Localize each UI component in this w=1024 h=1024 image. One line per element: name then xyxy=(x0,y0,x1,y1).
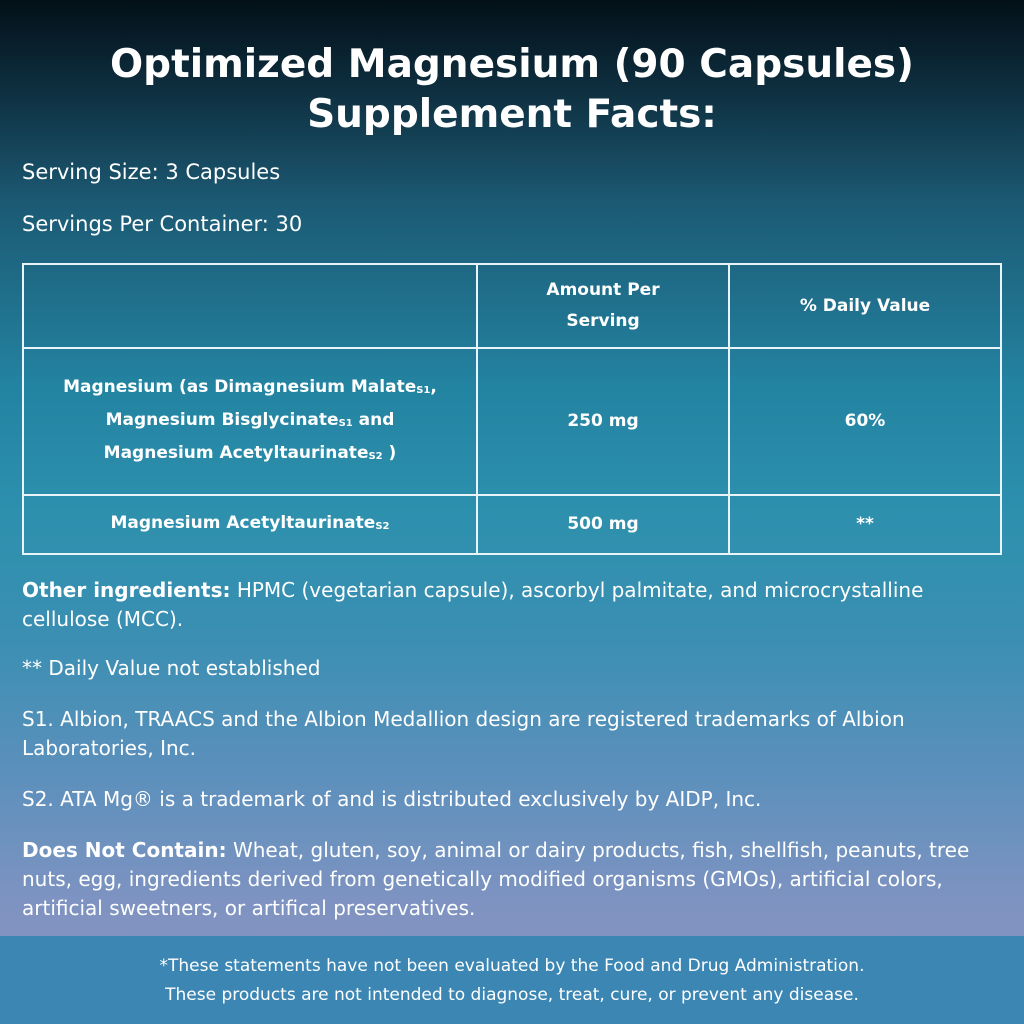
other-ingredients-text: HPMC (vegetarian capsule), ascorbyl palmitate, and microcrystalline cellulose (MCC). xyxy=(22,578,924,631)
does-not-contain-text: Wheat, gluten, soy, animal or dairy products, fish, shellfish, peanuts, tree nuts, egg, ingredients derived from genetically modified organisms (GMOs), artificial colors, artificial sweetners, or artifical preservatives. xyxy=(22,838,970,920)
header-empty-cell xyxy=(23,264,477,348)
s2-trademark-note: S2. ATA Mg® is a trademark of and is distributed exclusively by AIDP, Inc. xyxy=(22,787,762,811)
table-row xyxy=(23,495,1001,554)
table-row xyxy=(23,348,1001,495)
daily-value-cell: ** xyxy=(729,495,1001,554)
title-line-2: Supplement Facts: xyxy=(307,92,717,137)
page-title xyxy=(0,40,1024,140)
serving-size: Serving Size: 3 Capsules xyxy=(22,160,281,184)
title-line-1: Optimized Magnesium (90 Capsules) xyxy=(110,42,914,87)
ingredient-magnesium-blend: Magnesium (as Dimagnesium Malate$_{S1}$, Magnesium Bisglycinate$_{S1}$ and Magnesium Acetyltaurinate$_{S2}$ ) xyxy=(23,348,477,495)
header-daily-value: % Daily Value xyxy=(729,264,1001,348)
table-header-row xyxy=(23,264,1001,348)
ingredient-acetyltaurinate: Magnesium Acetyltaurinate$_{S2}$ xyxy=(23,495,477,554)
daily-value-note: ** Daily Value not established xyxy=(22,656,321,680)
servings-per-container: Servings Per Container: 30 xyxy=(22,212,303,236)
does-not-contain xyxy=(22,836,1007,923)
amount-cell: 500 mg xyxy=(477,495,729,554)
header-amount: Amount Per Serving xyxy=(477,264,729,348)
other-ingredients-label: Other ingredients: xyxy=(22,578,231,602)
amount-cell: 250 mg xyxy=(477,348,729,495)
daily-value-cell: 60% xyxy=(729,348,1001,495)
disclaimer-line-2: These products are not intended to diagnose, treat, cure, or prevent any disease. xyxy=(165,985,859,1005)
fda-disclaimer xyxy=(0,936,1024,1024)
s1-trademark-note: S1. Albion, TRAACS and the Albion Medallion design are registered trademarks of Albion Laboratories, Inc. xyxy=(22,707,905,760)
other-ingredients xyxy=(22,576,1007,634)
supplement-facts-table xyxy=(22,263,1002,555)
disclaimer-line-1: *These statements have not been evaluated by the Food and Drug Administration. xyxy=(159,956,865,976)
does-not-contain-label: Does Not Contain: xyxy=(22,838,227,862)
